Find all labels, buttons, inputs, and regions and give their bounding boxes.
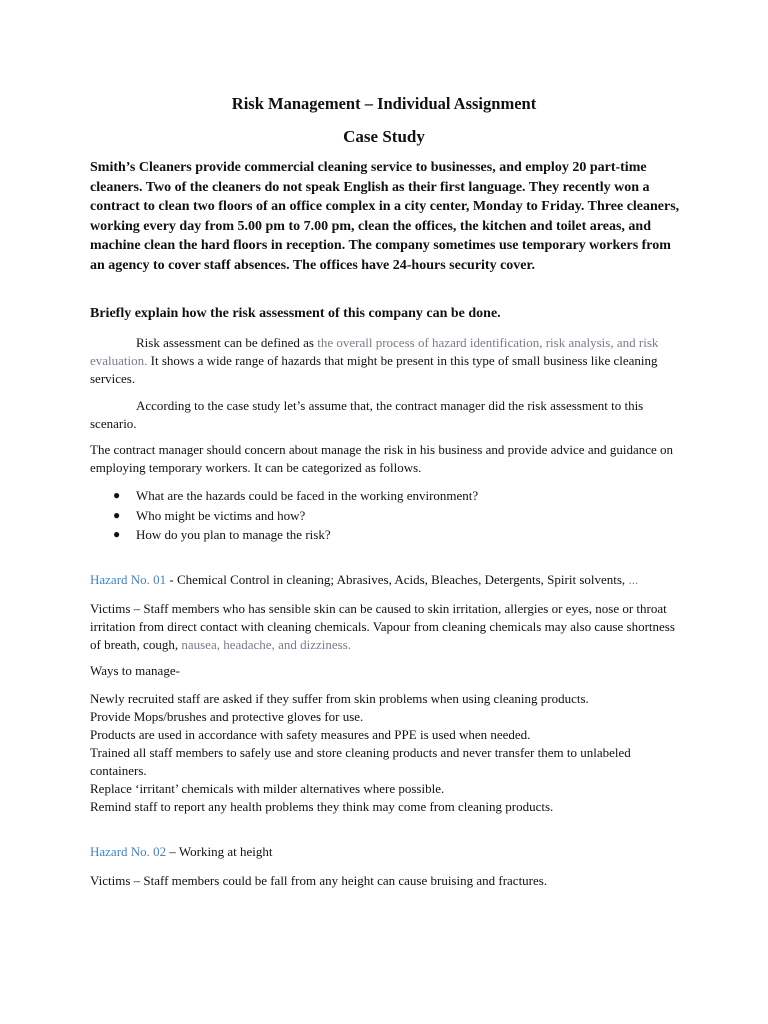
document-title: Risk Management – Individual Assignment: [231, 94, 537, 113]
paragraph-risk-definition: [90, 334, 686, 388]
assignment-question: Briefly explain how the risk assessment of this company can be done.: [90, 306, 501, 321]
list-item: [90, 486, 680, 506]
hazard-01-label: Hazard No. 01: [90, 572, 167, 587]
hazard-01-victims: [90, 600, 686, 654]
ways-to-manage-label: Ways to manage-: [90, 663, 180, 678]
list-item: [90, 525, 680, 545]
bullet-icon: ●: [113, 527, 121, 541]
list-item-text: What are the hazards could be faced in the working environment?: [136, 488, 479, 503]
list-item-text: Who might be victims and how?: [136, 507, 306, 523]
risk-definition-highlight: the overall process of hazard identification, risk analysis, and risk evaluation.: [90, 335, 659, 368]
victims-01-highlight: nausea, headache, and dizziness.: [181, 637, 351, 652]
list-item: Replace ‘irritant’ chemicals with milder alternatives where possible.: [90, 781, 445, 796]
document-subtitle: Case Study: [343, 127, 425, 146]
hazard-01-heading: [90, 571, 686, 589]
list-item: Trained all staff members to safely use and store cleaning products and never transfer them to unlabeled containers.: [90, 745, 631, 778]
bullet-icon: ●: [113, 488, 121, 502]
list-item: [90, 506, 680, 526]
hazard-01-text: - Chemical Control in cleaning; Abrasives, Acids, Bleaches, Detergents, Spirit solvents,: [166, 572, 626, 587]
victims-01-lead: Victims – Staff members who has sensible skin can be caused to skin irritation, allergies or eyes, nose or throat irritation from direct contact with cleaning chemicals. Vapour from cleaning chemicals may also cause shortness of breath, cough,: [90, 601, 675, 652]
bullet-icon: ●: [113, 507, 121, 522]
paragraph-assumption: According to the case study let’s assume that, the contract manager did the risk assessment to this scenario.: [90, 398, 644, 431]
list-item-text: How do you plan to manage the risk?: [136, 527, 331, 542]
risk-definition-lead: Risk assessment can be defined as: [136, 335, 318, 350]
paragraph-categorization: The contract manager should concern about manage the risk in his business and provide advice and guidance on employing temporary workers. It can be categorized as follows.: [90, 442, 674, 475]
case-study-intro: Smith’s Cleaners provide commercial cleaning service to businesses, and employ 20 part-time cleaners. Two of the cleaners do not speak English as their first language. They recently won a contract to clean two floors of an office complex in a city center, Monday to Friday. Three cleaners, working every day from 5.00 pm to 7.00 pm, clean the offices, the kitchen and toilet areas, and machine clean the hard floors in reception. The company sometimes use temporary workers from an agency to cover staff absences. The offices have 24-hours security cover.: [90, 160, 680, 273]
list-item: Provide Mops/brushes and protective gloves for use.: [90, 709, 364, 724]
hazard-02-victims: Victims – Staff members could be fall from any height can cause bruising and fractures.: [90, 873, 548, 888]
list-item: Products are used in accordance with safety measures and PPE is used when needed.: [90, 727, 531, 742]
list-item: Newly recruited staff are asked if they suffer from skin problems when using cleaning products.: [90, 691, 589, 706]
list-item: Remind staff to report any health problems they think may come from cleaning products.: [90, 799, 554, 814]
question-list: [90, 486, 680, 545]
hazard-02-heading: [90, 843, 686, 861]
hazard-02-text: – Working at height: [166, 844, 273, 859]
risk-definition-tail: It shows a wide range of hazards that might be present in this type of small business like cleaning services.: [90, 353, 658, 386]
hazard-02-label: Hazard No. 02: [90, 844, 167, 859]
ways-to-manage-list: [90, 690, 686, 816]
hazard-01-ellipsis: ...: [625, 572, 639, 587]
